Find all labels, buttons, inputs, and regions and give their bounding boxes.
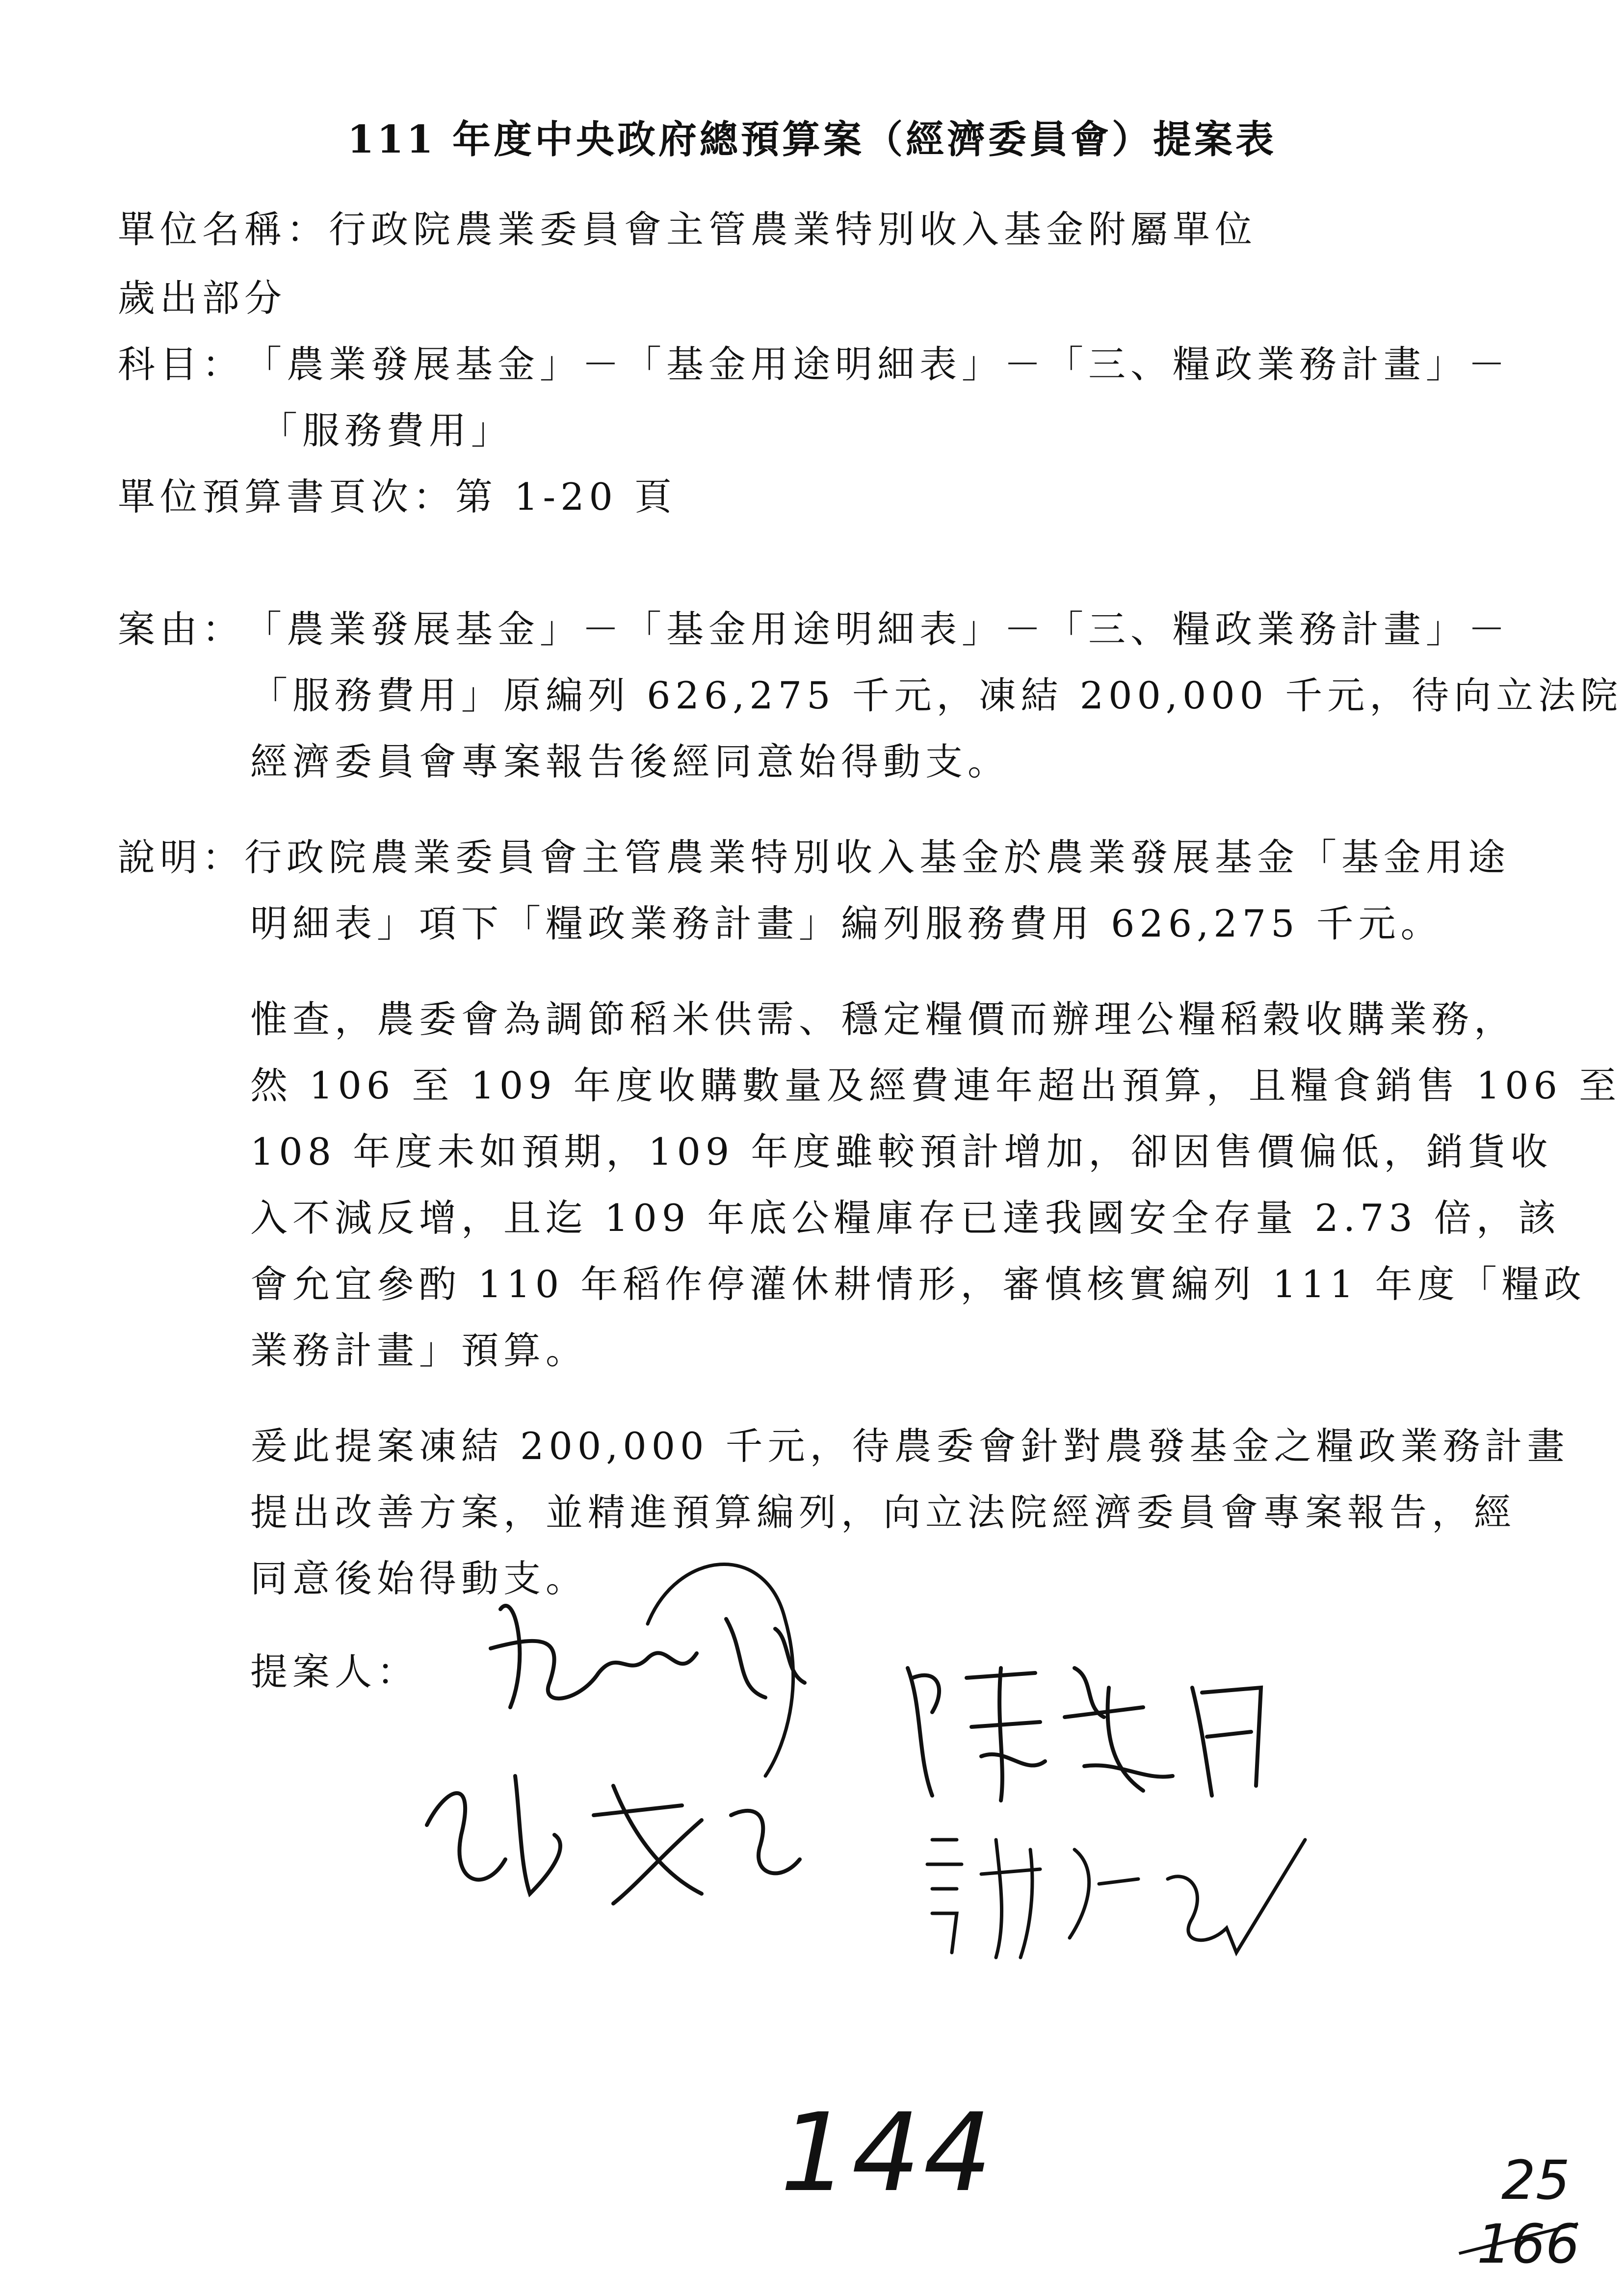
subject-line-2: 「服務費用」: [260, 409, 513, 452]
page-title: 111 年度中央政府總預算案（經濟委員會）提案表: [347, 117, 1277, 162]
unit-name: 單位名稱：行政院農業委員會主管農業特別收入基金附屬單位: [118, 208, 1257, 251]
corner-number-bottom: 166: [1477, 2213, 1580, 2275]
signature-4: [913, 1810, 1315, 1967]
explanation-p3-line: 同意後始得動支。: [250, 1557, 588, 1600]
signature-3: [888, 1648, 1290, 1810]
proposer-label: 提案人：: [250, 1650, 419, 1694]
explanation-p2-line: 會允宜參酌 110 年稻作停灌休耕情形，審慎核實編列 111 年度「糧政: [250, 1262, 1586, 1306]
motion-line-3: 經濟委員會專案報告後經同意始得動支。: [250, 740, 1010, 783]
explanation-p3-line: 提出改善方案，並精進預算編列，向立法院經濟委員會專案報告，經: [250, 1490, 1516, 1534]
subject-line-1: 「農業發展基金」－「基金用途明細表」－「三、糧政業務計畫」－: [244, 342, 1510, 386]
explanation-text: 行政院農業委員會主管農業特別收入基金於農業發展基金「基金用途: [244, 835, 1510, 879]
explanation-p2-line: 然 106 至 109 年度收購數量及經費連年超出預算，且糧食銷售 106 至: [250, 1064, 1622, 1107]
explanation-line-1: [118, 834, 1510, 881]
explanation-p2-line: 入不減反增，且迄 109 年底公糧庫存已達我國安全存量 2.73 倍，該: [250, 1196, 1561, 1240]
subject-label: 科目：: [118, 342, 244, 386]
explanation-line-2: 明細表」項下「糧政業務計畫」編列服務費用 626,275 千元。: [250, 902, 1443, 945]
section-heading: 歲出部分: [118, 276, 287, 320]
signature-2: [407, 1747, 810, 1923]
explanation-p3-line: 爰此提案凍結 200,000 千元，待農委會針對農發基金之糧政業務計畫: [250, 1424, 1570, 1468]
motion-text: 「農業發展基金」－「基金用途明細表」－「三、糧政業務計畫」－: [244, 607, 1510, 651]
page-number: 144: [780, 2090, 995, 2216]
corner-number-top: 25: [1501, 2149, 1570, 2212]
explanation-p2-line: 惟查，農委會為調節稻米供需、穩定糧價而辦理公糧稻穀收購業務，: [250, 997, 1516, 1041]
budget-page-ref: 單位預算書頁次：第 1-20 頁: [118, 475, 677, 519]
explanation-label: 說明：: [118, 835, 244, 879]
explanation-p2-line: 108 年度未如預期，109 年度雖較預計增加，卻因售價偏低，銷貨收: [250, 1130, 1553, 1174]
motion-line-1: [118, 606, 1510, 653]
explanation-p2-line: 業務計畫」預算。: [250, 1329, 588, 1372]
motion-label: 案由：: [118, 607, 244, 651]
subject: [118, 341, 1510, 388]
motion-line-2: 「服務費用」原編列 626,275 千元，凍結 200,000 千元，待向立法院: [250, 674, 1623, 717]
